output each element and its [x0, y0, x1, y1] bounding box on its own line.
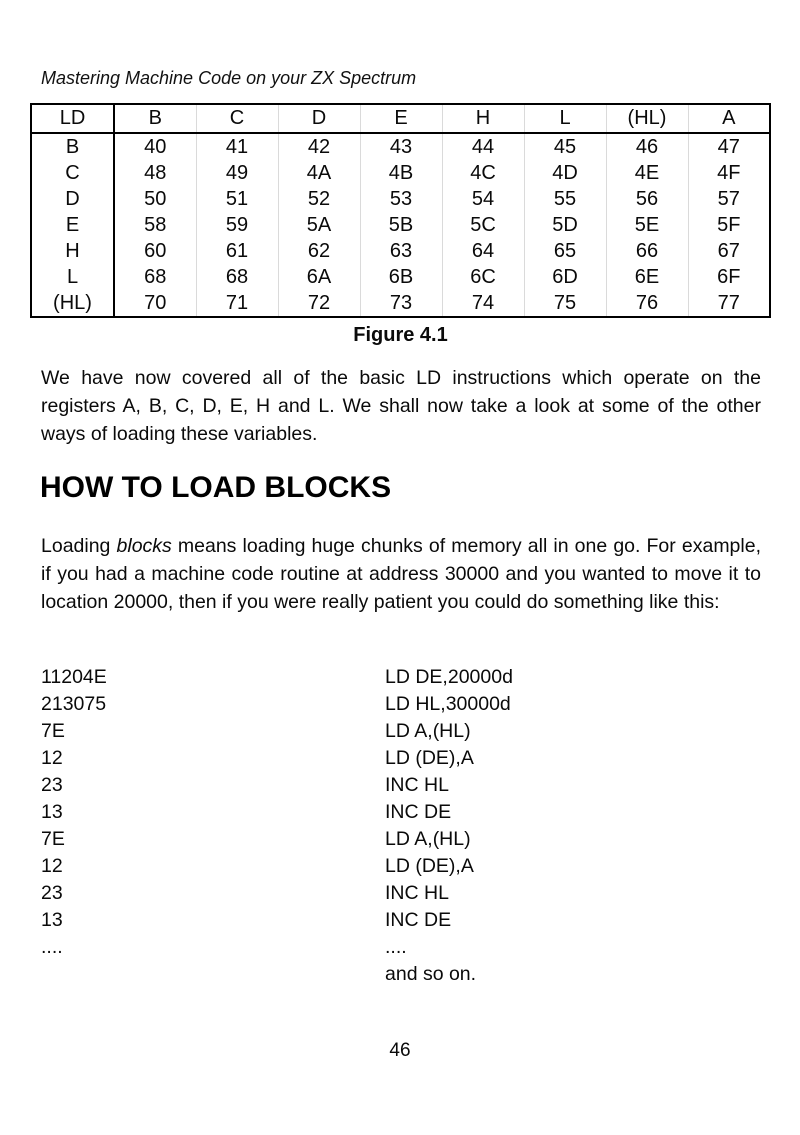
opcode-cell: 67	[688, 238, 770, 264]
code-mnemonic: ....	[385, 936, 407, 958]
row-label: C	[31, 160, 114, 186]
paragraph-blocks	[41, 532, 761, 616]
row-label: H	[31, 238, 114, 264]
header-cell-h: H	[442, 104, 524, 133]
opcode-cell: 6E	[606, 264, 688, 290]
opcode-cell: 5A	[278, 212, 360, 238]
opcode-cell: 50	[144, 187, 167, 210]
code-mnemonic: LD A,(HL)	[385, 828, 471, 850]
code-bytes: 11204E	[41, 666, 107, 688]
code-mnemonic: and so on.	[385, 963, 477, 985]
code-bytes: 23	[41, 882, 63, 904]
opcode-cell: 56	[606, 186, 688, 212]
ld-opcode-table	[30, 103, 771, 318]
opcode-cell: 4E	[606, 160, 688, 186]
opcode-cell: 4B	[360, 160, 442, 186]
figure-caption: Figure 4.1	[353, 324, 448, 346]
opcode-cell: 42	[278, 133, 360, 160]
table-row	[31, 212, 770, 238]
table-row	[31, 133, 770, 160]
opcode-cell: 4C	[442, 160, 524, 186]
header-cell-e: E	[360, 104, 442, 133]
opcode-cell: 6B	[360, 264, 442, 290]
code-line	[41, 718, 761, 745]
opcode-cell: 5F	[688, 212, 770, 238]
opcode-cell: 63	[360, 238, 442, 264]
opcode-cell: 55	[524, 186, 606, 212]
opcode-cell: 41	[196, 133, 278, 160]
code-line	[41, 772, 761, 799]
code-line	[41, 691, 761, 718]
code-bytes: 7E	[41, 720, 65, 742]
opcode-cell: 74	[442, 290, 524, 317]
opcode-cell: 59	[196, 212, 278, 238]
code-mnemonic: LD A,(HL)	[385, 720, 471, 742]
code-bytes: 7E	[41, 828, 65, 850]
opcode-cell: 45	[524, 133, 606, 160]
header-cell-b: B	[114, 104, 196, 133]
code-line	[41, 799, 761, 826]
code-line	[41, 826, 761, 853]
code-mnemonic: LD DE,20000d	[385, 666, 513, 688]
opcode-cell: 53	[360, 186, 442, 212]
opcode-cell: 47	[688, 133, 770, 160]
opcode-cell: 77	[688, 290, 770, 317]
opcode-cell: 40	[144, 135, 167, 158]
header-cell-hl: (HL)	[606, 104, 688, 133]
opcode-cell: 60	[144, 239, 167, 262]
code-bytes: 13	[41, 801, 63, 823]
running-header: Mastering Machine Code on your ZX Spectrum	[41, 68, 417, 88]
code-bytes: 213075	[41, 693, 107, 715]
opcode-cell: 6A	[278, 264, 360, 290]
code-bytes: 12	[41, 747, 63, 769]
opcode-cell: 6C	[442, 264, 524, 290]
code-mnemonic: INC HL	[385, 774, 449, 796]
opcode-cell: 6D	[524, 264, 606, 290]
code-listing	[41, 664, 761, 988]
paragraph-intro: We have now covered all of the basic LD instructions which operate on the registers A, B, C, D, E, H and L. We shall now take a look at some of the other ways of loading these variables.	[41, 367, 761, 445]
code-bytes: 12	[41, 855, 63, 877]
opcode-cell: 71	[196, 290, 278, 317]
opcode-cell: 64	[442, 238, 524, 264]
code-mnemonic: LD (DE),A	[385, 855, 474, 877]
opcode-cell: 54	[442, 186, 524, 212]
opcode-cell: 51	[196, 186, 278, 212]
opcode-cell: 58	[144, 213, 167, 236]
code-line	[41, 880, 761, 907]
row-label: E	[31, 212, 114, 238]
opcode-cell: 57	[688, 186, 770, 212]
code-mnemonic: INC DE	[385, 801, 452, 823]
opcode-cell: 46	[606, 133, 688, 160]
code-mnemonic: LD HL,30000d	[385, 693, 511, 715]
header-cell-l: L	[524, 104, 606, 133]
opcode-table-body	[31, 133, 770, 317]
header-cell-c: C	[196, 104, 278, 133]
opcode-cell: 61	[196, 238, 278, 264]
opcode-cell: 44	[442, 133, 524, 160]
code-mnemonic: INC DE	[385, 909, 452, 931]
row-label: L	[31, 264, 114, 290]
opcode-cell: 62	[278, 238, 360, 264]
section-heading: HOW TO LOAD BLOCKS	[40, 471, 392, 504]
code-bytes: ....	[41, 936, 63, 958]
code-line	[41, 907, 761, 934]
header-cell-d: D	[278, 104, 360, 133]
code-line	[41, 745, 761, 772]
table-row	[31, 186, 770, 212]
opcode-cell: 48	[144, 161, 167, 184]
code-line	[41, 961, 761, 988]
code-bytes: 13	[41, 909, 63, 931]
opcode-cell: 68	[196, 264, 278, 290]
row-label: B	[31, 133, 114, 160]
opcode-cell: 5D	[524, 212, 606, 238]
opcode-cell: 5B	[360, 212, 442, 238]
paragraph-blocks-pre: Loading	[41, 535, 117, 557]
code-line	[41, 934, 761, 961]
page-number: 46	[389, 1040, 411, 1061]
table-row	[31, 264, 770, 290]
code-bytes: 23	[41, 774, 63, 796]
opcode-cell: 66	[606, 238, 688, 264]
opcode-cell: 52	[278, 186, 360, 212]
paragraph-blocks-post: means loading huge chunks of memory all in one go. For example, if you had a machine code routine at address 30000 and you wanted to move it to location 20000, then if you were really patient you could do something like this:	[41, 535, 761, 613]
opcode-cell: 72	[278, 290, 360, 317]
header-cell-a: A	[688, 104, 770, 133]
opcode-cell: 76	[606, 290, 688, 317]
opcode-cell: 5C	[442, 212, 524, 238]
table-header-row	[31, 104, 770, 133]
opcode-cell: 4A	[278, 160, 360, 186]
code-mnemonic: INC HL	[385, 882, 449, 904]
opcode-cell: 5E	[606, 212, 688, 238]
opcode-cell: 75	[524, 290, 606, 317]
paragraph-blocks-emphasis: blocks	[116, 535, 172, 557]
opcode-cell: 68	[144, 265, 167, 288]
opcode-cell: 65	[524, 238, 606, 264]
row-label: D	[31, 186, 114, 212]
header-cell-ld: LD	[31, 104, 114, 133]
opcode-cell: 73	[360, 290, 442, 317]
code-line	[41, 664, 761, 691]
row-label: (HL)	[31, 290, 114, 317]
code-line	[41, 853, 761, 880]
opcode-cell: 6F	[688, 264, 770, 290]
opcode-cell: 43	[360, 133, 442, 160]
code-mnemonic: LD (DE),A	[385, 747, 474, 769]
table-row	[31, 290, 770, 317]
figure-4-1	[30, 103, 771, 347]
table-row	[31, 160, 770, 186]
opcode-cell: 4D	[524, 160, 606, 186]
table-row	[31, 238, 770, 264]
opcode-cell: 70	[144, 291, 167, 314]
opcode-cell: 49	[196, 160, 278, 186]
opcode-cell: 4F	[688, 160, 770, 186]
